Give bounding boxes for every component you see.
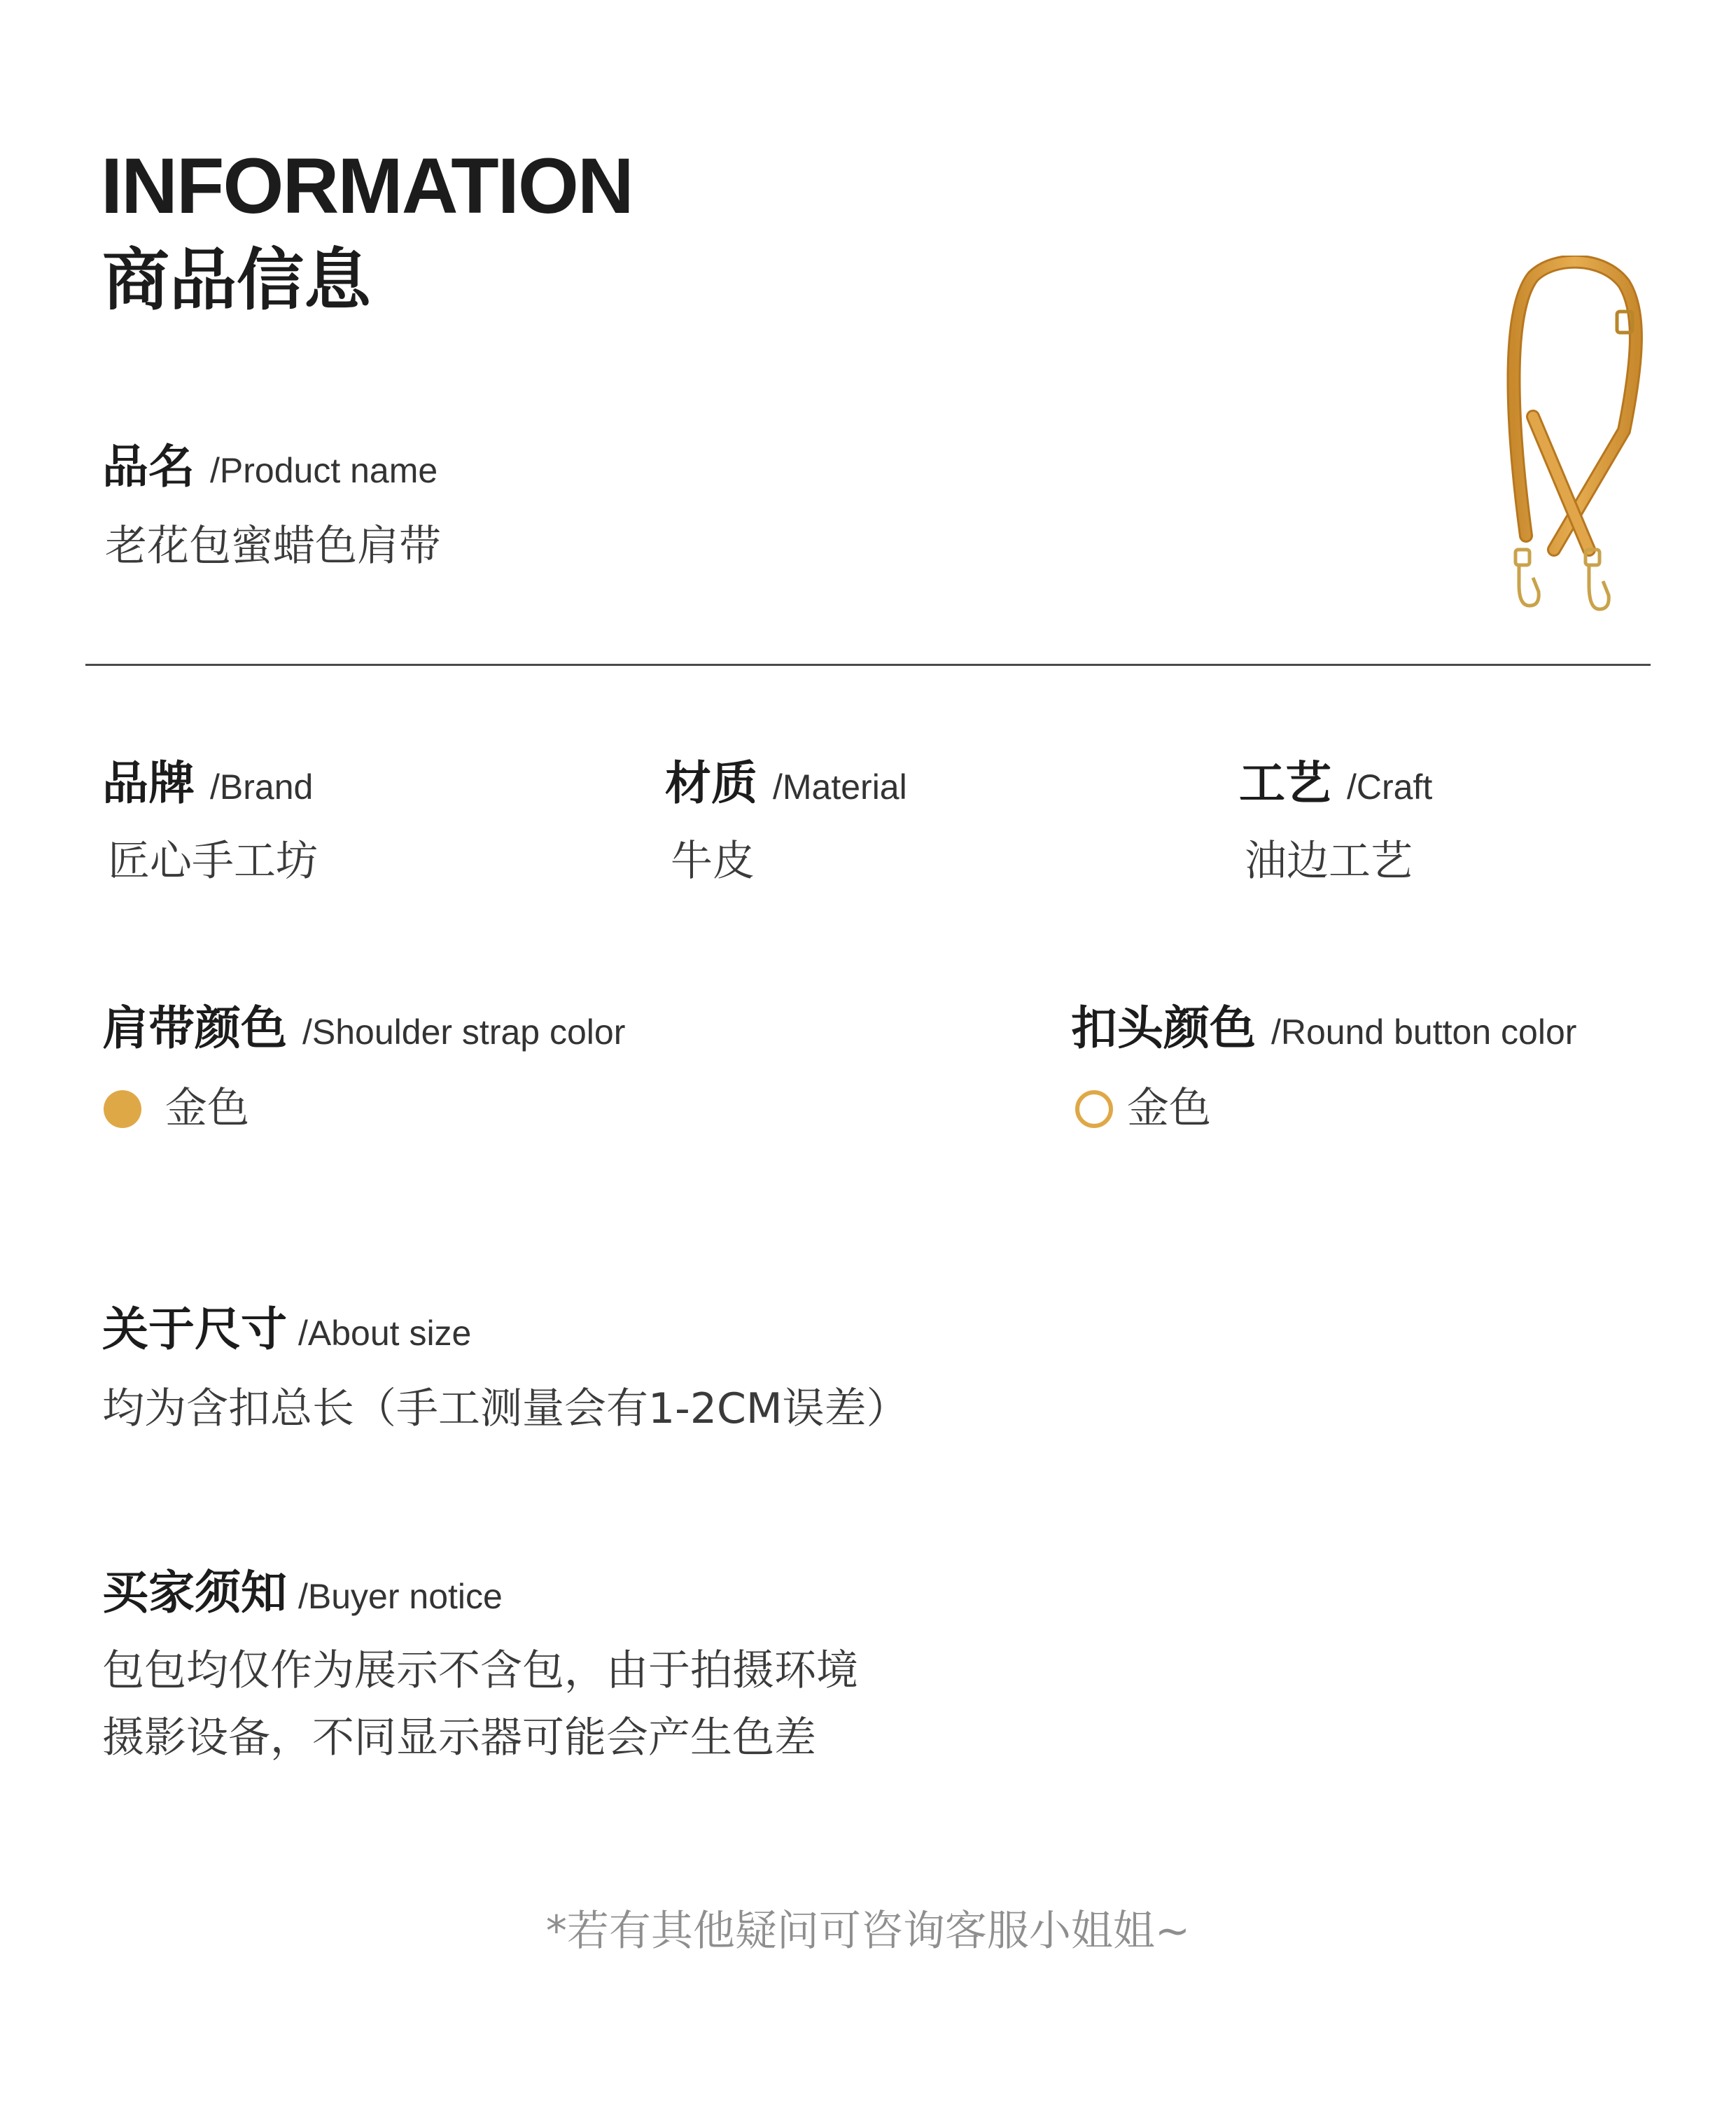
shoulder-strap-image [1505,256,1645,627]
brand-label [102,756,314,810]
strap-color-label [102,1001,626,1055]
craft-label-cn: 工艺 [1239,756,1331,810]
brand-label-en: /Brand [210,767,314,807]
strap-color-value: 金色 [165,1084,249,1133]
size-label-cn: 关于尺寸 [102,1302,287,1356]
size-value: 均为含扣总长（手工测量会有1-2CM误差） [102,1384,909,1433]
size-label [102,1302,472,1356]
divider [85,664,1651,666]
product-name-value: 老花包蜜蜡色肩带 [105,522,441,571]
strap-color-label-en: /Shoulder strap color [302,1012,626,1052]
strap-color-swatch [104,1090,141,1128]
brand-value: 匠心手工坊 [108,837,318,886]
material-label-en: /Material [773,767,907,807]
buyer-notice-line-2: 摄影设备，不同显示器可能会产生色差 [102,1713,816,1762]
title-en: INFORMATION [101,142,633,230]
button-color-label [1071,1001,1577,1055]
buyer-notice-label-cn: 买家须知 [102,1566,287,1620]
buyer-notice-label-en: /Buyer notice [298,1577,503,1616]
product-name-label-en: /Product name [210,451,438,490]
material-value: 牛皮 [671,837,755,886]
buyer-notice-line-1: 包包均仅作为展示不含包，由于拍摄环境 [102,1646,858,1695]
buyer-notice-text [102,1637,858,1772]
craft-value: 油边工艺 [1245,837,1413,886]
strap-color-label-cn: 肩带颜色 [102,1001,287,1055]
title-cn: 商品信息 [102,241,371,319]
craft-label [1239,756,1433,810]
size-label-en: /About size [298,1314,472,1353]
buyer-notice-label [102,1566,503,1620]
button-color-value: 金色 [1127,1084,1211,1133]
button-color-swatch [1075,1090,1113,1128]
product-name-label [102,440,438,494]
material-label-cn: 材质 [665,756,757,810]
footer-note: *若有其他疑问可咨询客服小姐姐~ [545,1907,1191,1956]
brand-label-cn: 品牌 [102,756,195,810]
button-color-label-cn: 扣头颜色 [1071,1001,1256,1055]
craft-label-en: /Craft [1347,767,1433,807]
product-name-label-cn: 品名 [102,440,195,494]
button-color-label-en: /Round button color [1271,1012,1577,1052]
material-label [665,756,907,810]
